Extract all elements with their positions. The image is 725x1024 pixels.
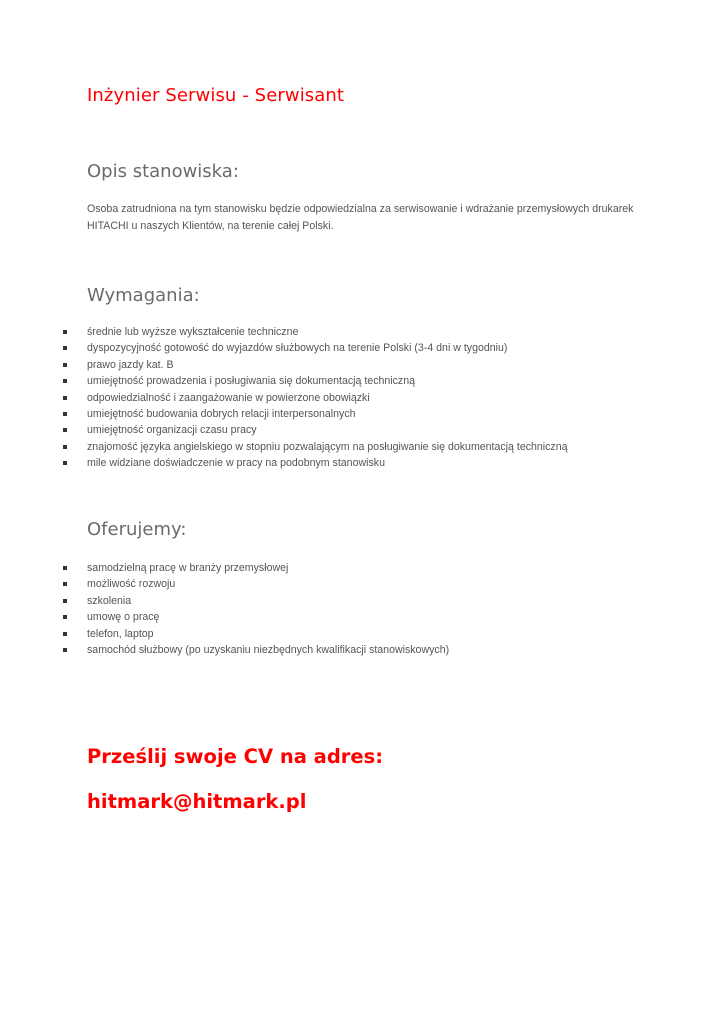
requirements-heading: Wymagania: [87,285,200,306]
square-bullet-icon [63,648,67,652]
list-item-text: umiejętność organizacji czasu pracy [87,424,257,437]
square-bullet-icon [63,412,67,416]
square-bullet-icon [63,346,67,350]
list-item-text: odpowiedzialność i zaangażowanie w powierzone obowiązki [87,391,370,404]
list-item-text: szkolenia [87,594,132,607]
list-item [0,642,725,658]
list-item [0,560,725,576]
list-item-text: możliwość rozwoju [87,578,176,591]
list-item [0,357,725,373]
square-bullet-icon [63,363,67,367]
list-item [0,324,725,340]
offer-list [0,560,725,658]
list-item [0,340,725,356]
square-bullet-icon [63,599,67,603]
list-item-text: telefon, laptop [87,627,154,640]
list-item-text: średnie lub wyższe wykształcenie techniczne [87,326,299,338]
list-item [0,406,725,422]
job-title: Inżynier Serwisu - Serwisant [87,85,345,106]
description-text: Osoba zatrudniona na tym stanowisku będzie odpowiedzialna za serwisowanie i wdrażanie przemysłowych drukarek HITACHI u naszych Klientów, na terenie całej Polski. [87,203,634,232]
square-bullet-icon [63,615,67,619]
list-item [0,422,725,438]
list-item-text: samochód służbowy (po uzyskaniu niezbędnych kwalifikacji stanowiskowych) [87,643,450,656]
cv-call-to-action: Prześlij swoje CV na adres: [87,745,384,768]
description-heading: Opis stanowiska: [87,161,239,182]
square-bullet-icon [63,379,67,383]
square-bullet-icon [63,396,67,400]
square-bullet-icon [63,330,67,334]
list-item [0,439,725,455]
list-item [0,609,725,625]
list-item [0,626,725,642]
list-item-text: znajomość języka angielskiego w stopniu pozwalającym na posługiwanie się dokumentacją techniczną [87,440,568,453]
square-bullet-icon [63,582,67,586]
list-item-text: umiejętność prowadzenia i posługiwania się dokumentacją techniczną [87,375,416,388]
square-bullet-icon [63,445,67,449]
list-item-text: samodzielną pracę w branży przemysłowej [87,562,289,574]
square-bullet-icon [63,461,67,465]
list-item [0,455,725,471]
list-item [0,390,725,406]
list-item [0,576,725,592]
list-item [0,593,725,609]
square-bullet-icon [63,428,67,432]
offer-heading: Oferujemy: [87,519,187,540]
list-item-text: prawo jazdy kat. B [87,358,174,371]
square-bullet-icon [63,566,67,570]
list-item-text: dyspozycyjność gotowość do wyjazdów służbowych na terenie Polski (3-4 dni w tygodniu) [87,342,508,355]
list-item-text: mile widziane doświadczenie w pracy na podobnym stanowisku [87,457,385,470]
square-bullet-icon [63,632,67,636]
list-item-text: umiejętność budowania dobrych relacji interpersonalnych [87,407,356,420]
list-item-text: umowę o pracę [87,611,160,624]
list-item [0,373,725,389]
requirements-list [0,324,725,472]
contact-email[interactable]: hitmark@hitmark.pl [87,790,307,813]
